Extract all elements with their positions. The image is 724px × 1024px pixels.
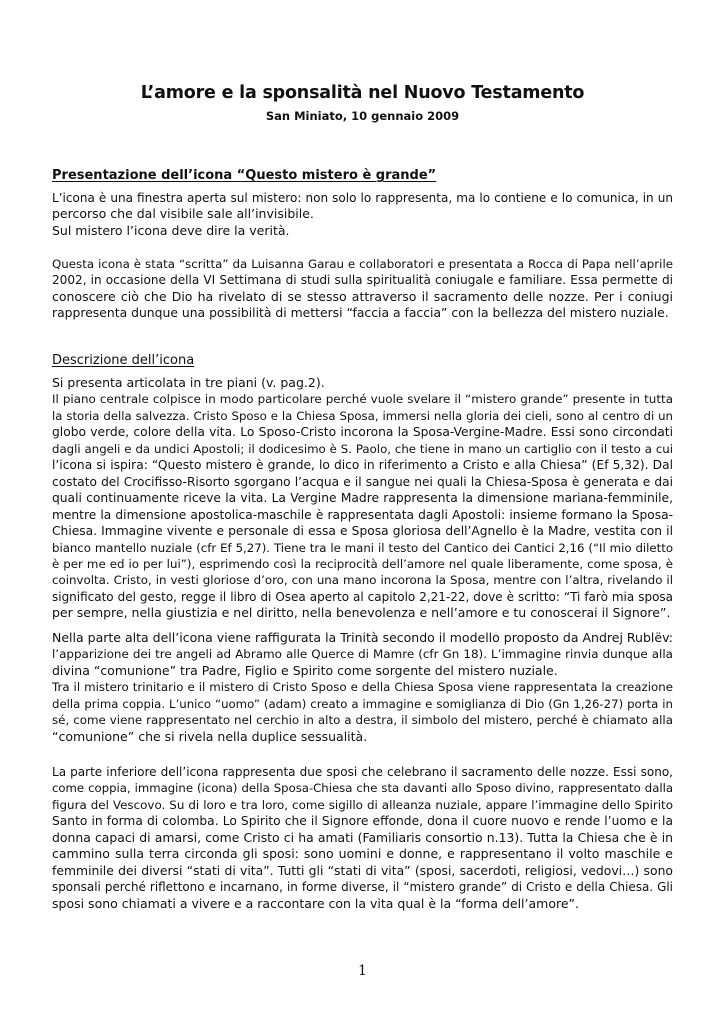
text-line: divina “comunione” tra Padre, Figlio e Spirito come sorgente del mistero nuziale.: [52, 662, 558, 678]
text-line: Questa icona è stata “scritta” da Luisanna Garau e collaboratori e presentata a Rocca di Papa nell’aprile: [52, 257, 673, 271]
text-line: Chiesa. Immagine vivente e personale di essa e Sposa gloriosa dell’Agnello è la Madre, vestita con il: [52, 524, 673, 539]
text-line: conoscere ciò che Dio ha rivelato di se stesso attraverso il sacramento delle nozze. Per i coniugi: [52, 288, 673, 304]
text-line: sé, come viene rappresentato nel cerchio in alto a destra, il simbolo del mistero, perché è chiamato alla: [52, 713, 673, 728]
text-line: costato del Crocifisso-Risorto sgorgano l’acqua e il sangue nei quali la Chiesa-Sposa è generata e dai: [52, 474, 673, 489]
text-line: sponsali perché riflettono e incarnano, in forme diverse, il “mistero grande” di Cristo e della Chiesa. Gli: [52, 880, 673, 895]
paragraph-3: [52, 375, 673, 622]
text-line: percorso che dal visibile sale all’invisibile.: [52, 206, 314, 222]
paragraph-5: [52, 764, 673, 912]
text-line: Nella parte alta dell’icona viene raffigurata la Trinità secondo il modello proposto da Andrej Rublëv:: [52, 630, 673, 645]
text-line: figura del Vescovo. Su di loro e tra loro, come sigillo di alleanza nuziale, appare l’immagine dello Spirito: [52, 797, 673, 812]
text-line: 2002, in occasione della VI Settimana di studi sulla spiritualità coniugale e familiare. Essa permette di: [52, 273, 673, 288]
paragraph-2: [52, 256, 673, 322]
document-title: L’amore e la sponsalità nel Nuovo Testamento: [140, 83, 585, 103]
section-heading-descrizione: Descrizione dell’icona: [52, 353, 195, 368]
paragraph-4: [52, 630, 673, 745]
text-line: femminile dei diversi “stati di vita”. Tutti gli “stati di vita” (sposi, sacerdoti, religiosi, vedovi…) sono: [52, 862, 673, 878]
text-line: La parte inferiore dell’icona rappresenta due sposi che celebrano il sacramento delle nozze. Essi sono,: [52, 765, 673, 779]
text-line: l’apparizione dei tre angeli ad Abramo alle Querce di Mamre (cfr Gn 18). L’immagine rinvia dunque alla: [52, 647, 673, 662]
text-line: dagli angeli e da undici Apostoli; il dodicesimo è S. Paolo, che tiene in mano un cartiglio con il testo a cui: [52, 441, 673, 456]
text-line: mentre la dimensione apostolica-maschile è rappresentata dagli Apostoli: insieme formano la Sposa-: [52, 507, 673, 522]
text-line: Si presenta articolata in tre piani (v. pag.2).: [52, 375, 325, 390]
text-line: L’icona è una finestra aperta sul mistero: non solo lo rappresenta, ma lo contiene e lo comunica, in un: [52, 191, 673, 205]
text-line: significato del gesto, regge il libro di Osea aperto al capitolo 2,21-22, dove è scritto: “Ti farò mia sposa: [52, 589, 673, 604]
text-line: l’icona si ispira: “Questo mistero è grande, lo dico in riferimento a Cristo e alla Chiesa” (Ef 5,32). Dal: [52, 458, 673, 473]
text-line: “comunione” che si rivela nella duplice sessualità.: [52, 728, 368, 744]
text-line: globo verde, colore della vita. Lo Sposo-Cristo incorona la Sposa-Vergine-Madre. Essi sono circondati: [52, 425, 673, 440]
page-number: 1: [358, 963, 367, 979]
document-subtitle: San Miniato, 10 gennaio 2009: [265, 109, 460, 123]
text-line: bianco mantello nuziale (cfr Ef 5,27). Tiene tra le mani il testo del Cantico dei Cantici 2,16 (“Il mio diletto: [52, 540, 673, 555]
text-line: Santo in forma di colomba. Lo Spirito che il Signore effonde, dona il cuore nuovo e rende l’uomo e la: [52, 814, 673, 829]
text-line: cammino sulla terra circonda gli sposi: sono uomini e donne, e rappresentano il volto maschile e: [52, 846, 673, 862]
paragraph-1: [52, 190, 673, 239]
text-line: la storia della salvezza. Cristo Sposo e la Chiesa Sposa, immersi nella gloria dei cieli, sono al centro di un: [52, 408, 673, 423]
text-line: è per me ed io per lui”), esprimendo così la reciprocità dell’amore nel quale liberamente, come sposa, è: [52, 556, 673, 571]
text-line: Il piano centrale colpisce in modo particolare perché vuole svelare il “mistero grande” presente in tutta: [52, 392, 673, 407]
text-line: come coppia, immagine (icona) della Sposa-Chiesa che sta davanti allo Sposo divino, rappresentato dalla: [52, 781, 673, 796]
text-line: rappresenta dunque una possibilità di mettersi “faccia a faccia” con la bellezza del mistero nuziale.: [52, 305, 669, 321]
text-line: della prima coppia. L’unico “uomo” (adam) creato a immagine e somiglianza di Dio (Gn 1,26-27) porta in: [52, 696, 673, 711]
text-line: per sempre, nella giustizia e nel diritto, nella benevolenza e nell’amore e tu conoscerai il Signore”.: [52, 605, 671, 621]
text-line: Tra il mistero trinitario e il mistero di Cristo Sposo e della Chiesa Sposa viene rappresentata la creazione: [52, 680, 673, 695]
text-line: Sul mistero l’icona deve dire la verità.: [52, 222, 290, 238]
text-line: donna capaci di amarsi, come Cristo ci ha amati (Familiaris consortio n.13). Tutta la Chiesa che è in: [52, 829, 673, 845]
text-line: coinvolta. Cristo, in vesti gloriose d’oro, con una mano incorona la Sposa, mentre con l’altra, rivelando il: [52, 573, 673, 588]
text-line: quali continuamente riceve la vita. La Vergine Madre rappresenta la dimensione mariana-femminile,: [52, 491, 673, 506]
section-heading-presentazione: Presentazione dell’icona “Questo mistero è grande”: [52, 168, 437, 183]
text-line: sposi sono chiamati a vivere e a raccontare con la vita qual è la “forma dell’amore”.: [52, 895, 579, 911]
